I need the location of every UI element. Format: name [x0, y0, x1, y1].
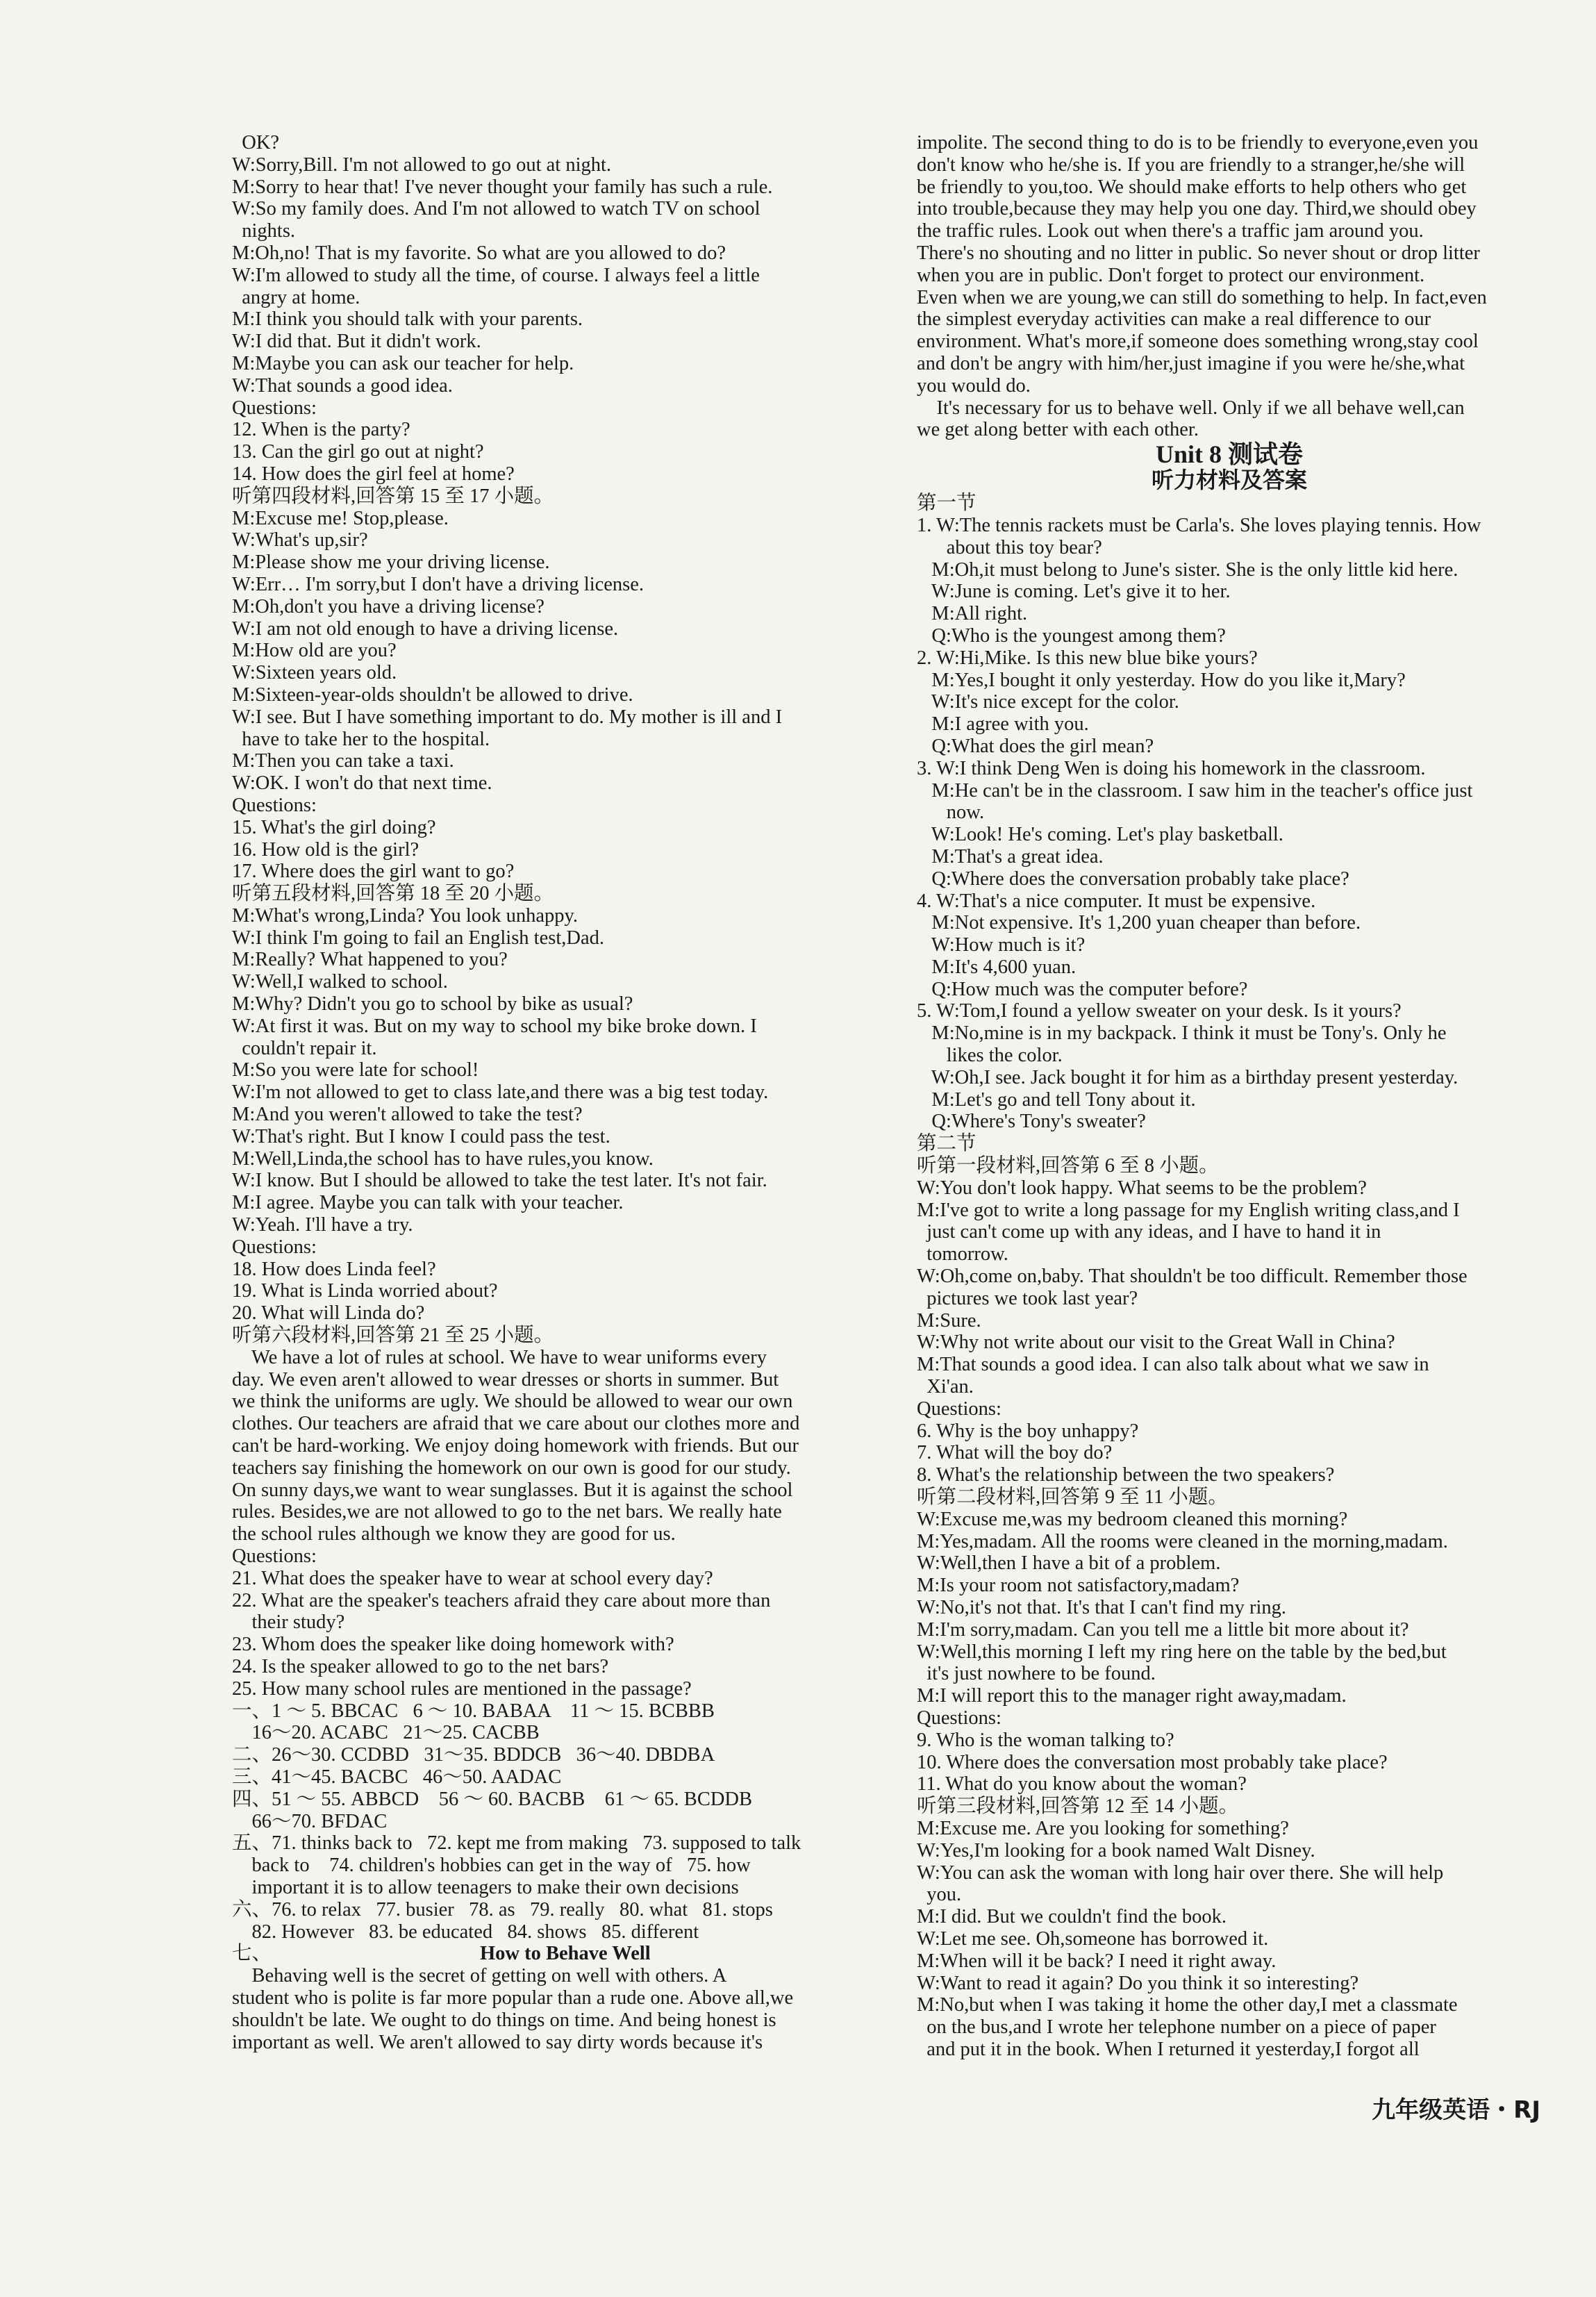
text-line: W:Want to read it again? Do you think it so interesting? [917, 1972, 1359, 1994]
text-line: 3. W:I think Deng Wen is doing his homework in the classroom. [917, 757, 1426, 779]
text-line: it's just nowhere to be found. [917, 1663, 1156, 1685]
text-line: W:Yes,I'm looking for a book named Walt Disney. [917, 1839, 1315, 1861]
text-line: when you are in public. Don't forget to protect our environment. [917, 264, 1425, 286]
text-line: M:It's 4,600 yuan. [917, 956, 1077, 978]
text-line: 24. Is the speaker allowed to go to the net bars? [232, 1655, 609, 1677]
text-line: 11. What do you know about the woman? [917, 1773, 1247, 1796]
text-line: Questions: [232, 1545, 317, 1567]
text-line: likes the color. [917, 1045, 1063, 1067]
text-line: W:Oh,come on,baby. That shouldn't be too difficult. Remember those [917, 1266, 1468, 1288]
text-line: OK? [232, 132, 280, 154]
text-line: M:Oh,don't you have a driving license? [232, 595, 545, 617]
text-line: environment. What's more,if someone does something wrong,stay cool [917, 331, 1479, 353]
text-line: Q:Where's Tony's sweater? [917, 1111, 1146, 1133]
text-line: 听第三段材料,回答第 12 至 14 小题。 [917, 1796, 1239, 1818]
text-line: pictures we took last year? [917, 1287, 1138, 1309]
text-line: the traffic rules. Look out when there's a traffic jam around you. [917, 220, 1424, 242]
text-line: teachers say finishing the homework on our own is good for our study. [232, 1457, 791, 1479]
text-line: Xi'an. [917, 1376, 974, 1398]
text-line: 13. Can the girl go out at night? [232, 441, 484, 463]
text-line: M:I've got to write a long passage for my English writing class,and I [917, 1199, 1460, 1221]
text-line: Behaving well is the secret of getting on well with others. A [232, 1965, 727, 1987]
text-line: M:Then you can take a taxi. [232, 750, 454, 772]
text-line: 82. However 83. be educated 84. shows 85. different [232, 1921, 699, 1943]
text-line: shouldn't be late. We ought to do things on time. And being honest is [232, 2009, 776, 2031]
text-line: M:So you were late for school! [232, 1059, 479, 1081]
text-line: W:Yeah. I'll have a try. [232, 1214, 413, 1236]
text-line: angry at home. [232, 286, 360, 308]
text-line: about this toy bear? [917, 536, 1102, 558]
text-line: M:And you weren't allowed to take the test? [232, 1104, 583, 1126]
text-line: 4. W:That's a nice computer. It must be expensive. [917, 890, 1316, 912]
text-line: W:Look! He's coming. Let's play basketball. [917, 824, 1283, 846]
text-line: W:Let me see. Oh,someone has borrowed it. [917, 1927, 1269, 1950]
text-line: M:I will report this to the manager right away,madam. [917, 1685, 1347, 1707]
text-line: We have a lot of rules at school. We have to wear uniforms every [232, 1346, 767, 1368]
text-line: the school rules although we know they are good for us. [232, 1523, 676, 1545]
text-line: W:Oh,I see. Jack bought it for him as a birthday present yesterday. [917, 1066, 1458, 1088]
text-line: W:I think I'm going to fail an English test,Dad. [232, 927, 604, 949]
text-line: 19. What is Linda worried about? [232, 1280, 498, 1302]
text-line: 10. Where does the conversation most probably take place? [917, 1751, 1388, 1773]
text-line: M:Is your room not satisfactory,madam? [917, 1575, 1240, 1597]
text-line: their study? [232, 1611, 345, 1634]
text-line: W:At first it was. But on my way to school my bike broke down. I [232, 1015, 757, 1037]
text-line: M:What's wrong,Linda? You look unhappy. [232, 904, 579, 927]
text-line: you would do. [917, 374, 1031, 397]
text-line: W:Excuse me,was my bedroom cleaned this morning? [917, 1508, 1348, 1530]
text-line: Even when we are young,we can still do something to help. In fact,even [917, 286, 1487, 308]
text-line: 22. What are the speaker's teachers afraid they care about more than [232, 1589, 771, 1611]
text-line: 六、76. to relax 77. busier 78. as 79. really 80. what 81. stops [232, 1898, 773, 1921]
text-line: Q:How much was the computer before? [917, 978, 1248, 1000]
text-line: W:I'm not allowed to get to class late,and there was a big test today. [232, 1081, 769, 1104]
text-line: M:Please show me your driving license. [232, 552, 550, 574]
text-line: M:Sorry to hear that! I've never thought your family has such a rule. [232, 176, 773, 198]
text-line: W:It's nice except for the color. [917, 691, 1179, 713]
text-line: W:I am not old enough to have a driving license. [232, 617, 619, 640]
text-line: M:I agree. Maybe you can talk with your teacher. [232, 1192, 624, 1214]
text-line: on the bus,and I wrote her telephone number on a piece of paper [917, 2016, 1436, 2039]
text-line: W:I see. But I have something important to do. My mother is ill and I [232, 706, 783, 728]
text-line: Questions: [232, 794, 317, 816]
text-line: Questions: [232, 397, 317, 419]
text-line: 听第六段材料,回答第 21 至 25 小题。 [232, 1325, 554, 1347]
text-line: W:You can ask the woman with long hair over there. She will help [917, 1861, 1444, 1884]
text-line: W:Well,this morning I left my ring here on the table by the bed,but [917, 1641, 1447, 1663]
text-line: M:Oh,no! That is my favorite. So what are you allowed to do? [232, 242, 726, 264]
text-line: 16. How old is the girl? [232, 838, 419, 861]
text-line: 五、71. thinks back to 72. kept me from making 73. supposed to talk [232, 1832, 801, 1855]
text-line: 2. W:Hi,Mike. Is this new blue bike yours? [917, 647, 1258, 669]
text-line: 听第五段材料,回答第 18 至 20 小题。 [232, 883, 554, 905]
text-line: W:So my family does. And I'm not allowed to watch TV on school [232, 198, 760, 220]
text-line: 18. How does Linda feel? [232, 1258, 436, 1280]
text-line: W:Why not write about our visit to the Great Wall in China? [917, 1332, 1395, 1354]
text-line: M:Sixteen-year-olds shouldn't be allowed to drive. [232, 683, 633, 706]
text-line: 一、1 ～ 5. BBCAC 6 ～ 10. BABAA 11 ～ 15. BCBBB [232, 1700, 715, 1722]
text-line: M:No,but when I was taking it home the other day,I met a classmate [917, 1994, 1458, 2016]
text-line: M:All right. [917, 603, 1028, 625]
text-line: M:I agree with you. [917, 713, 1089, 736]
text-line: W:That's right. But I know I could pass the test. [232, 1125, 610, 1147]
section-number: 七、 [232, 1943, 272, 1965]
text-line: 听第一段材料,回答第 6 至 8 小题。 [917, 1155, 1219, 1177]
text-line: tomorrow. [917, 1243, 1008, 1266]
text-line: M:Well,Linda,the school has to have rules,you know. [232, 1147, 654, 1170]
text-line: and don't be angry with him/her,just imagine if you were he/she,what [917, 352, 1465, 374]
text-line: into trouble,because they may help you one day. Third,we should obey [917, 198, 1477, 220]
text-line: W:Err… I'm sorry,but I don't have a driving license. [232, 573, 645, 595]
text-line: 12. When is the party? [232, 419, 410, 441]
text-line: 23. Whom does the speaker like doing homework with? [232, 1634, 674, 1656]
text-line: W:You don't look happy. What seems to be the problem? [917, 1177, 1367, 1199]
text-line: M:That sounds a good idea. I can also talk about what we saw in [917, 1354, 1429, 1376]
text-line: 66～70. BFDAC [232, 1810, 388, 1832]
text-line: M:Yes,I bought it only yesterday. How do you like it,Mary? [917, 669, 1406, 691]
text-line: It's necessary for us to behave well. Only if we all behave well,can [917, 397, 1465, 419]
text-line: M:Yes,madam. All the rooms were cleaned in the morning,madam. [917, 1530, 1448, 1552]
text-line: back to 74. children's hobbies can get in the way of 75. how [232, 1855, 751, 1877]
text-line: we think the uniforms are ugly. We should be allowed to wear our own [232, 1391, 793, 1413]
text-line: just can't come up with any ideas, and I have to hand it in [917, 1221, 1381, 1243]
text-line: 20. What will Linda do? [232, 1302, 425, 1325]
text-line: 四、51 ～ 55. ABBCD 56 ～ 60. BACBB 61 ～ 65. BCDDB [232, 1788, 753, 1810]
text-line: don't know who he/she is. If you are friendly to a stranger,he/she will [917, 154, 1465, 176]
text-line: now. [917, 802, 985, 824]
text-line: W:What's up,sir? [232, 529, 368, 552]
text-line: we get along better with each other. [917, 419, 1199, 441]
text-line: 二、26～30. CCDBD 31～35. BDDCB 36～40. DBDBA [232, 1744, 715, 1766]
text-line: 21. What does the speaker have to wear at school every day? [232, 1567, 713, 1589]
text-line: M:I did. But we couldn't find the book. [917, 1906, 1227, 1928]
text-line: Q:Where does the conversation probably take place? [917, 868, 1349, 890]
text-line: M:How old are you? [232, 640, 397, 662]
text-line: M:Let's go and tell Tony about it. [917, 1088, 1196, 1111]
text-line: M:Why? Didn't you go to school by bike as usual? [232, 993, 633, 1015]
text-line: Q:Who is the youngest among them? [917, 624, 1226, 647]
text-line: M:Sure. [917, 1309, 981, 1332]
text-line: 5. W:Tom,I found a yellow sweater on your desk. Is it yours? [917, 1000, 1402, 1022]
text-line: W:How much is it? [917, 934, 1086, 956]
text-line: W:I'm allowed to study all the time, of course. I always feel a little [232, 264, 760, 286]
text-line: important it is to allow teenagers to make their own decisions [232, 1876, 739, 1898]
text-line: 14. How does the girl feel at home? [232, 463, 515, 485]
text-line: W:That sounds a good idea. [232, 374, 453, 397]
text-line: W:Sorry,Bill. I'm not allowed to go out at night. [232, 154, 612, 176]
left-column [232, 132, 857, 2053]
text-line: student who is polite is far more popular than a rude one. Above all,we [232, 1987, 794, 2009]
text-line: M:He can't be in the classroom. I saw him in the teacher's office just [917, 779, 1473, 802]
text-line: the simplest everyday activities can make a real difference to our [917, 308, 1431, 331]
text-line: Questions: [917, 1398, 1001, 1420]
text-line: 15. What's the girl doing? [232, 816, 436, 838]
text-line: 7. What will the boy do? [917, 1442, 1113, 1464]
text-line: impolite. The second thing to do is to be friendly to everyone,even you [917, 132, 1479, 154]
text-line: W:No,it's not that. It's that I can't find my ring. [917, 1597, 1287, 1618]
text-line: M:Excuse me! Stop,please. [232, 507, 449, 529]
text-line: 第一节 [917, 492, 976, 515]
page-footer: 九年级英语・RJ [1372, 2096, 1540, 2124]
right-column [917, 132, 1542, 2061]
text-line: M:Maybe you can ask our teacher for help. [232, 352, 574, 374]
text-line: 8. What's the relationship between the two speakers? [917, 1464, 1335, 1486]
text-line: There's no shouting and no litter in public. So never shout or drop litter [917, 242, 1480, 264]
text-line: 25. How many school rules are mentioned in the passage? [232, 1677, 692, 1700]
text-line: M:Excuse me. Are you looking for something? [917, 1817, 1289, 1839]
text-line: Q:What does the girl mean? [917, 735, 1154, 757]
text-line: M:Not expensive. It's 1,200 yuan cheaper than before. [917, 912, 1361, 934]
text-line: 1. W:The tennis rackets must be Carla's. She loves playing tennis. How [917, 514, 1481, 536]
text-line: W:OK. I won't do that next time. [232, 772, 492, 795]
section-subheading: 听力材料及答案 [1151, 467, 1307, 493]
text-line: can't be hard-working. We enjoy doing homework with friends. But our [232, 1435, 799, 1457]
text-line: 9. Who is the woman talking to? [917, 1729, 1174, 1751]
essay-title: How to Behave Well [480, 1943, 651, 1965]
text-line: 17. Where does the girl want to go? [232, 861, 515, 883]
text-line: On sunny days,we want to wear sunglasses. But it is against the school [232, 1479, 793, 1501]
text-line: 16～20. ACABC 21～25. CACBB [232, 1722, 540, 1744]
text-line: day. We even aren't allowed to wear dresses or shorts in summer. But [232, 1368, 779, 1391]
text-line: 6. Why is the boy unhappy? [917, 1420, 1139, 1442]
text-line: M:Oh,it must belong to June's sister. She is the only little kid here. [917, 558, 1458, 581]
text-line: important as well. We aren't allowed to say dirty words because it's [232, 2031, 763, 2053]
text-line: W:Well,then I have a bit of a problem. [917, 1552, 1221, 1575]
text-line: be friendly to you,too. We should make efforts to help others who get [917, 176, 1467, 198]
text-line: M:That's a great idea. [917, 845, 1104, 868]
text-line: 听第二段材料,回答第 9 至 11 小题。 [917, 1486, 1228, 1509]
text-line: W:Well,I walked to school. [232, 971, 448, 993]
text-line: nights. [232, 220, 296, 242]
text-line: 三、41～45. BACBC 46～50. AADAC [232, 1766, 562, 1788]
text-line: Questions: [232, 1236, 317, 1258]
text-line: M:When will it be back? I need it right away. [917, 1950, 1277, 1972]
text-line: Questions: [917, 1707, 1001, 1729]
text-line: W:I did that. But it didn't work. [232, 331, 481, 353]
section-heading: Unit 8 测试卷 [1155, 440, 1303, 469]
text-line: M:No,mine is in my backpack. I think it must be Tony's. Only he [917, 1022, 1447, 1045]
text-line: M:Really? What happened to you? [232, 949, 508, 971]
text-line: couldn't repair it. [232, 1037, 377, 1059]
text-line: M:I think you should talk with your parents. [232, 308, 583, 331]
text-line: rules. Besides,we are not allowed to go to the net bars. We really hate [232, 1501, 782, 1523]
text-line: W:I know. But I should be allowed to take the test later. It's not fair. [232, 1170, 767, 1192]
text-line [232, 1943, 857, 1965]
text-line: and put it in the book. When I returned it yesterday,I forgot all [917, 2038, 1420, 2060]
text-line: M:I'm sorry,madam. Can you tell me a little bit more about it? [917, 1618, 1409, 1641]
text-line: clothes. Our teachers are afraid that we care about our clothes more and [232, 1413, 800, 1435]
text-line: W:Sixteen years old. [232, 662, 397, 684]
text-line: 听第四段材料,回答第 15 至 17 小题。 [232, 485, 554, 507]
text-line: have to take her to the hospital. [232, 728, 490, 750]
text-line: you. [917, 1884, 962, 1906]
text-line: W:June is coming. Let's give it to her. [917, 581, 1231, 603]
text-line: 第二节 [917, 1133, 976, 1155]
